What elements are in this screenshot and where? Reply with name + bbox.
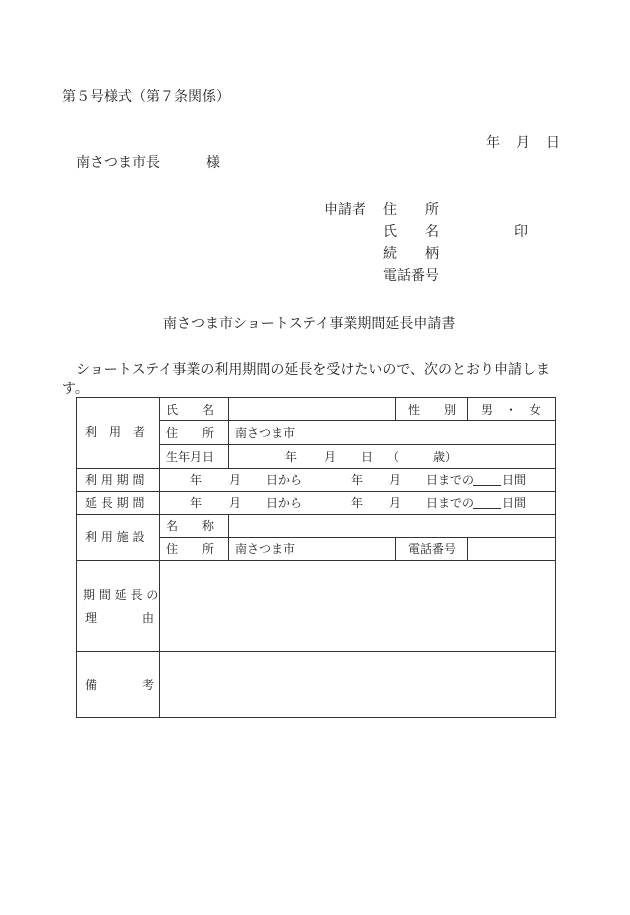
use-period-day2: 日までの: [426, 473, 475, 487]
body-text-line2: す。: [62, 381, 89, 397]
birthdate-label: 生年月日: [166, 450, 215, 464]
reason-field[interactable]: [160, 561, 555, 650]
user-address-value[interactable]: 南さつま市: [235, 426, 296, 440]
use-period-year2: 年: [351, 473, 364, 487]
use-period-days-blank[interactable]: [473, 474, 501, 488]
age-close: 歳）: [433, 450, 458, 464]
ext-period-day1: 日から: [266, 496, 303, 510]
facility-address-label: 住 所: [166, 542, 215, 556]
form-number: 第５号様式（第７条関係）: [62, 89, 230, 105]
addressee: 南さつま市長: [76, 155, 160, 171]
applicant-address-label: 住 所: [383, 202, 439, 218]
addressee-suffix: 様: [206, 155, 220, 171]
applicant-relation-label: 続 柄: [383, 246, 439, 262]
ext-period-year1: 年: [190, 496, 203, 510]
birth-day-label: 日: [361, 450, 374, 464]
use-period-year1: 年: [190, 473, 203, 487]
user-sex-label: 性 別: [408, 403, 457, 417]
age-open: （: [387, 450, 400, 464]
use-period-day1: 日から: [266, 473, 303, 487]
facility-phone-field[interactable]: [468, 538, 555, 559]
document-title: 南さつま市ショートステイ事業期間延長申請書: [163, 316, 456, 332]
ext-period-month2: 月: [389, 496, 402, 510]
use-period-month1: 月: [229, 473, 242, 487]
facility-name-label: 名 称: [166, 519, 215, 533]
use-period-days-label: 日間: [502, 473, 527, 487]
applicant-name-label: 氏 名: [383, 224, 439, 240]
date-year-label: 年: [486, 135, 500, 151]
remarks-label-bi: 備: [85, 678, 98, 692]
birth-month-label: 月: [324, 450, 337, 464]
application-form-table: [76, 397, 556, 718]
remarks-field[interactable]: [160, 652, 555, 717]
ext-period-day2: 日までの: [426, 496, 475, 510]
seal-mark: 印: [514, 224, 528, 240]
facility-address-value[interactable]: 南さつま市: [235, 542, 296, 556]
ext-period-month1: 月: [229, 496, 242, 510]
user-name-label: 氏 名: [166, 403, 215, 417]
ext-period-label: 延長期間: [85, 496, 149, 510]
date-day-label: 日: [546, 135, 560, 151]
use-period-month2: 月: [389, 473, 402, 487]
ext-period-days-label: 日間: [502, 496, 527, 510]
remarks-label-ko: 考: [142, 678, 155, 692]
reason-label-line1: 期間延長の: [83, 588, 163, 602]
ext-period-year2: 年: [351, 496, 364, 510]
applicant-label: 申請者: [324, 202, 366, 218]
user-sex-options[interactable]: 男 ・ 女: [481, 403, 542, 417]
date-month-label: 月: [516, 135, 530, 151]
facility-heading: 利用施設: [85, 530, 149, 544]
birth-year-label: 年: [285, 450, 298, 464]
reason-label-ri: 理: [85, 611, 98, 625]
applicant-phone-label: 電話番号: [383, 268, 439, 284]
facility-name-field[interactable]: [229, 515, 555, 536]
user-address-label: 住 所: [166, 426, 215, 440]
facility-phone-label: 電話番号: [408, 542, 457, 556]
reason-label-yu: 由: [142, 611, 155, 625]
body-text-line1: ショートステイ事業の利用期間の延長を受けたいので、次のとおり申請しま: [76, 362, 551, 378]
user-name-field[interactable]: [229, 399, 394, 419]
ext-period-days-blank[interactable]: [473, 497, 501, 511]
user-heading: 利 用 者: [85, 425, 146, 439]
use-period-label: 利用期間: [85, 473, 149, 487]
